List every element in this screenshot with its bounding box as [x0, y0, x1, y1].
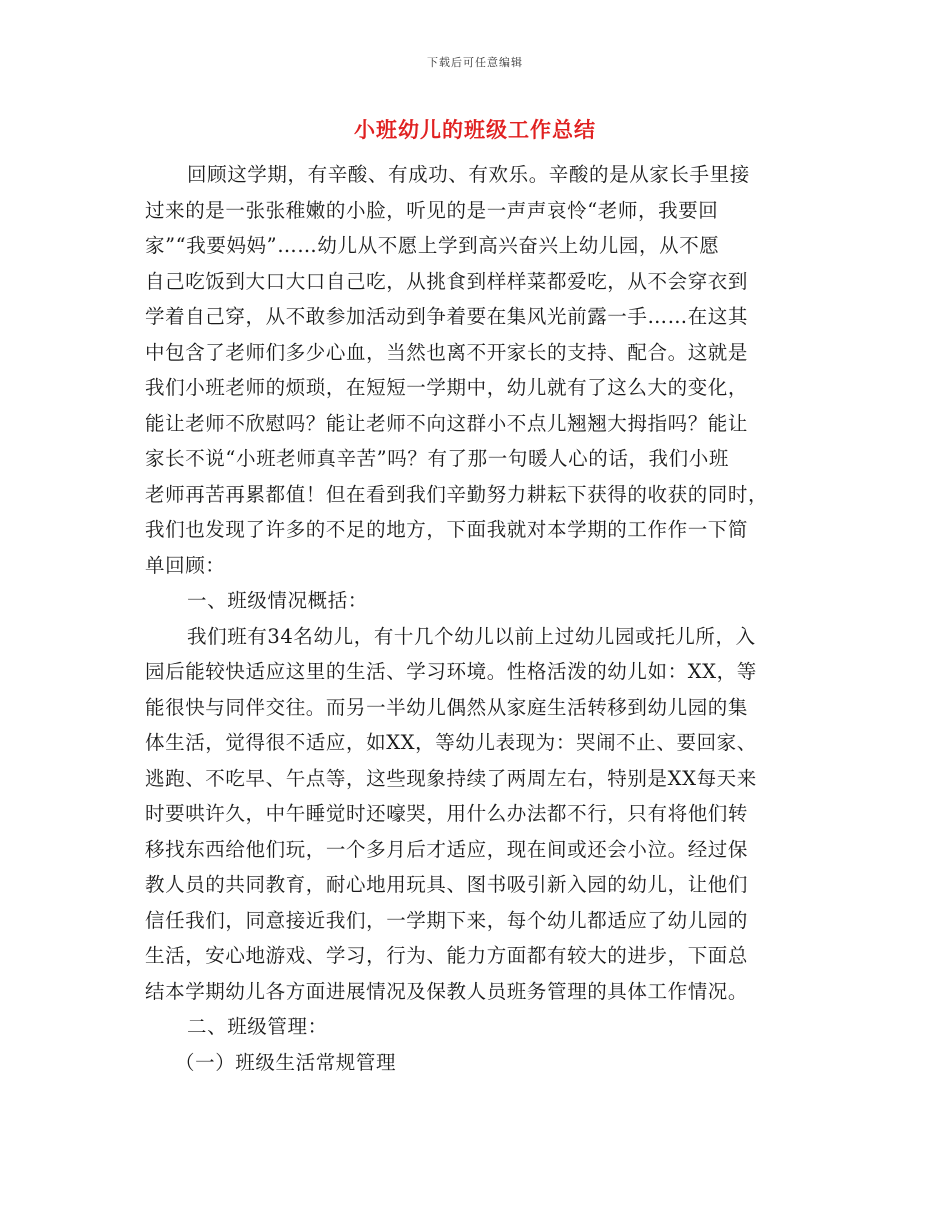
paragraph-line: 教人员的共同教育，耐心地用玩具、图书吸引新入园的幼儿，让他们 [145, 873, 749, 896]
paragraph-line: 能让老师不欣慰吗？能让老师不向这群小不点儿翘翘大拇指吗？能让 [145, 411, 749, 435]
paragraph-line: 家”“我要妈妈”……幼儿从不愿上学到高兴奋兴上幼儿园，从不愿 [145, 234, 720, 257]
document-body [145, 157, 805, 1080]
paragraph-line: 学着自己穿，从不敢参加活动到争着要在集风光前露一手……在这其 [145, 305, 749, 328]
paragraph-line: 信任我们，同意接近我们，一学期下来，每个幼儿都适应了幼儿园的 [145, 908, 749, 932]
paragraph-line: 体生活，觉得很不适应，如XX，等幼儿表现为：哭闹不止、要回家、 [145, 731, 757, 754]
section-heading: 一、班级情况概括： [187, 589, 368, 612]
paragraph-line: 逃跑、不吃早、午点等，这些现象持续了两周左右，特别是XX每天来 [145, 766, 757, 790]
paragraph-line: 移找东西给他们玩，一个多月后才适应，现在间或还会小泣。经过保 [145, 837, 749, 861]
paragraph-line: 我们小班老师的烦琐，在短短一学期中，幼儿就有了这么大的变化， [145, 376, 749, 399]
document-title: 小班幼儿的班级工作总结 [354, 117, 596, 142]
paragraph-line: 能很快与同伴交往。而另一半幼儿偶然从家庭生活转移到幼儿园的集 [145, 695, 749, 719]
paragraph-line: 单回顾： [145, 553, 226, 577]
paragraph-line: 园后能较快适应这里的生活、学习环境。性格活泼的幼儿如：XX，等 [145, 660, 757, 683]
subsection-heading: （一）班级生活常规管理 [175, 1050, 397, 1074]
paragraph-line: 老师再苦再累都值！但在看到我们辛勤努力耕耘下获得的收获的同时， [145, 482, 769, 506]
paragraph-line: 我们也发现了许多的不足的地方，下面我就对本学期的工作作一下简 [145, 518, 749, 541]
paragraph-line: 自己吃饭到大口大口自己吃，从挑食到样样菜都爱吃，从不会穿衣到 [145, 269, 749, 293]
paragraph-line: 回顾这学期，有辛酸、有成功、有欢乐。辛酸的是从家长手里接 [187, 163, 750, 186]
paragraph-line: 过来的是一张张稚嫩的小脸，听见的是一声声哀怜“老师，我要回 [145, 198, 719, 222]
paragraph-line: 家长不说“小班老师真辛苦”吗？有了那一句暖人心的话，我们小班 [145, 447, 729, 470]
paragraph-line: 中包含了老师们多少心血，当然也离不开家长的支持、配合。这就是 [145, 340, 749, 364]
paragraph-line: 结本学期幼儿各方面进展情况及保教人员班务管理的具体工作情况。 [145, 979, 749, 1003]
section-heading: 二、班级管理： [187, 1015, 328, 1038]
header-note: 下载后可任意编辑 [427, 56, 523, 69]
paragraph-line: 时要哄许久，中午睡觉时还嚎哭，用什么办法都不行，只有将他们转 [145, 802, 749, 825]
paragraph-line: 我们班有34名幼儿，有十几个幼儿以前上过幼儿园或托儿所，入 [187, 624, 756, 648]
paragraph-line: 生活，安心地游戏、学习，行为、能力方面都有较大的进步，下面总 [145, 944, 749, 967]
